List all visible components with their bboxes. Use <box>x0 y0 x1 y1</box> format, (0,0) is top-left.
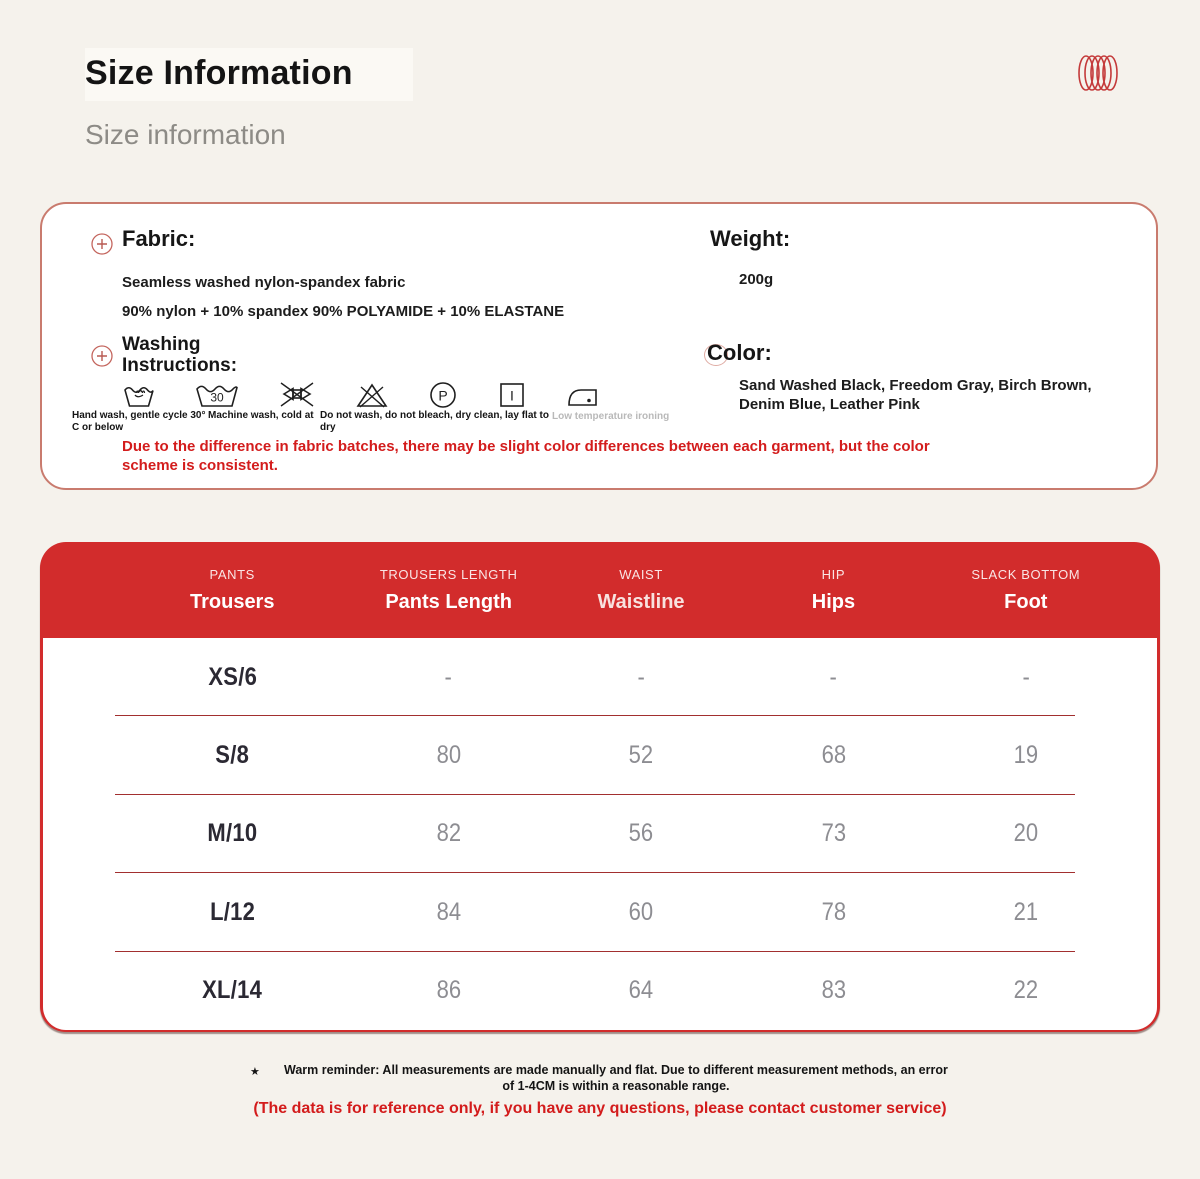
header-eyebrow: PANTS <box>209 566 255 582</box>
value-cell: 73 <box>821 819 846 848</box>
value-cell: 60 <box>628 897 654 926</box>
header-label: Trousers <box>189 590 275 613</box>
washing-heading <box>122 334 237 376</box>
warm-reminder-text: Warm reminder: All measurements are made manually and flat. Due to different measurement methods, an error of 1-4CM is within a reasonable range. <box>284 1063 948 1093</box>
svg-text:P: P <box>437 387 448 404</box>
table-row-m <box>43 795 1157 873</box>
dry-flat-icon <box>496 378 528 410</box>
header-eyebrow: WAIST <box>619 566 663 582</box>
header-eyebrow: HIP <box>821 566 846 582</box>
page-subtitle: Size information <box>85 119 286 150</box>
table-row-xl <box>43 952 1157 1030</box>
value-cell: - <box>444 662 453 691</box>
page-header <box>85 48 413 151</box>
care-caption-machine-wash: Machine wash, cold at <box>208 410 314 421</box>
size-cell: XS/6 <box>207 662 257 691</box>
washing-heading-line2: Instructions: <box>122 355 238 376</box>
header-label: Foot <box>1004 590 1048 613</box>
header-eyebrow: TROUSERS LENGTH <box>379 566 518 582</box>
do-not-bleach-icon <box>355 378 389 410</box>
size-cell: XL/14 <box>202 976 263 1005</box>
value-cell: - <box>1022 662 1030 691</box>
fabric-heading: Fabric: <box>122 226 196 251</box>
do-not-wash-icon <box>277 378 317 410</box>
washing-heading-line1: Washing <box>122 334 201 355</box>
size-cell: M/10 <box>207 819 258 848</box>
value-cell: 22 <box>1013 976 1039 1005</box>
star-icon: ★ <box>250 1066 260 1078</box>
header-cell-foot <box>930 567 1122 614</box>
size-cell: S/8 <box>215 741 250 770</box>
table-row-s <box>43 716 1157 794</box>
value-cell: 86 <box>436 976 461 1005</box>
value-cell: 21 <box>1013 897 1039 926</box>
reference-note: (The data is for reference only, if you have any questions, please contact customer service) <box>253 1100 947 1117</box>
table-row-xs <box>43 638 1157 716</box>
table-row-l <box>43 873 1157 951</box>
header-label: Waistline <box>597 590 685 613</box>
value-cell: 83 <box>821 976 846 1005</box>
weight-heading: Weight: <box>710 226 791 251</box>
header-eyebrow: SLACK BOTTOM <box>971 566 1081 582</box>
color-value: Sand Washed Black, Freedom Gray, Birch Brown, Denim Blue, Leather Pink <box>739 377 1092 413</box>
svg-text:30: 30 <box>209 390 224 405</box>
value-cell: 68 <box>821 741 846 770</box>
svg-text:I: I <box>510 387 515 404</box>
care-caption-do-not-wash: Do not wash, do not bleach, dry clean, lay flat to dry <box>320 410 549 433</box>
header-cell-pants-length <box>352 567 544 614</box>
hand-wash-icon <box>122 378 156 410</box>
care-captions-row <box>72 410 678 434</box>
value-cell: 19 <box>1013 741 1039 770</box>
value-cell: - <box>637 662 645 691</box>
size-table-header <box>40 542 1160 638</box>
value-cell: 78 <box>821 897 846 926</box>
header-cell-trousers <box>112 567 352 614</box>
fabric-line-2: 90% nylon + 10% spandex 90% POLYAMIDE + 10% ELASTANE <box>122 303 565 320</box>
header-label: Hips <box>811 590 856 613</box>
dry-clean-icon <box>427 378 459 410</box>
coil-logo-icon <box>1072 50 1124 101</box>
weight-value: 200g <box>739 271 774 288</box>
color-heading: Color: <box>707 340 772 365</box>
product-info-card <box>40 202 1158 490</box>
header-label: Pants Length <box>385 590 512 613</box>
plus-icon <box>90 232 114 256</box>
page-title: Size Information <box>85 48 413 101</box>
plus-icon <box>90 344 114 368</box>
value-cell: 56 <box>628 819 654 848</box>
value-cell: 80 <box>436 741 461 770</box>
size-table <box>40 542 1160 1032</box>
iron-icon <box>566 378 600 410</box>
size-cell: L/12 <box>209 897 255 926</box>
care-caption-low-temp-iron: Low temperature ironing <box>552 411 670 422</box>
warm-reminder <box>0 1062 1200 1094</box>
fabric-line-1: Seamless washed nylon-spandex fabric <box>122 274 406 291</box>
value-cell: 82 <box>436 819 461 848</box>
value-cell: 84 <box>436 897 461 926</box>
care-icons-row <box>122 378 600 410</box>
header-cell-hips <box>737 567 929 614</box>
care-caption-hand-wash: Hand wash, gentle cycle 30° C or below <box>72 410 206 433</box>
size-table-body <box>43 638 1157 1030</box>
batch-disclaimer: Due to the difference in fabric batches, there may be slight color differences between each garment, but the color scheme is consistent. <box>122 438 930 474</box>
value-cell: 52 <box>628 741 654 770</box>
value-cell: 64 <box>628 976 654 1005</box>
machine-wash-30-icon <box>194 378 240 410</box>
value-cell: 20 <box>1013 819 1039 848</box>
header-cell-waistline <box>545 567 737 614</box>
value-cell: - <box>829 662 838 691</box>
